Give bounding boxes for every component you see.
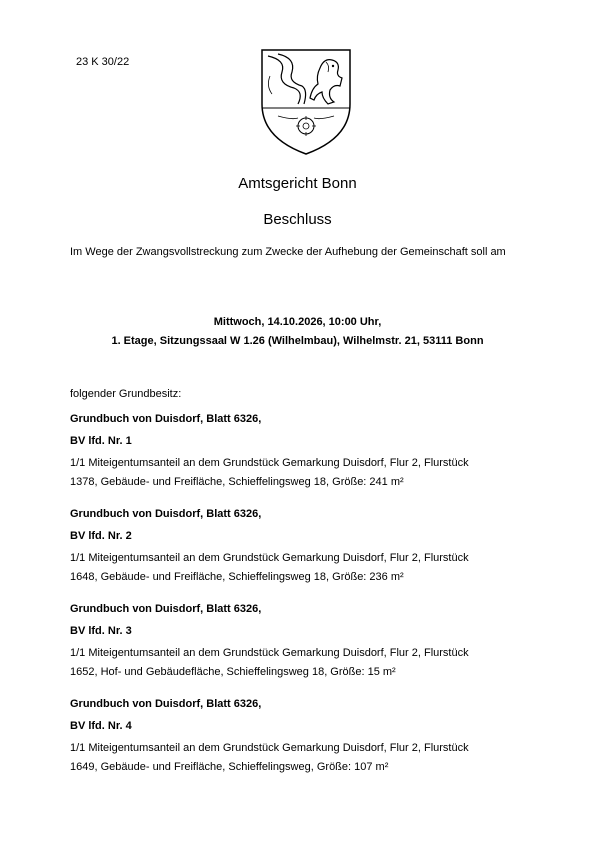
entry-description-line: 1652, Hof- und Gebäudefläche, Schieffelingsweg 18, Größe: 15 m²: [70, 666, 396, 678]
property-lead-text: folgender Grundbesitz:: [70, 388, 182, 400]
entry-description-line: 1/1 Miteigentumsanteil an dem Grundstück Gemarkung Duisdorf, Flur 2, Flurstück: [70, 552, 469, 564]
register-line: Grundbuch von Duisdorf, Blatt 6326,: [70, 698, 262, 710]
entry-number: BV lfd. Nr. 2: [70, 530, 132, 542]
document-title: Beschluss: [263, 211, 332, 228]
entry-description-line: 1/1 Miteigentumsanteil an dem Grundstück Gemarkung Duisdorf, Flur 2, Flurstück: [70, 457, 469, 469]
property-entry: [70, 695, 540, 777]
register-line: Grundbuch von Duisdorf, Blatt 6326,: [70, 413, 262, 425]
register-line: Grundbuch von Duisdorf, Blatt 6326,: [70, 508, 262, 520]
entry-description-line: 1649, Gebäude- und Freifläche, Schieffelingsweg, Größe: 107 m²: [70, 761, 389, 773]
property-entry: [70, 505, 540, 587]
register-line: Grundbuch von Duisdorf, Blatt 6326,: [70, 603, 262, 615]
hearing-location: 1. Etage, Sitzungssaal W 1.26 (Wilhelmbau), Wilhelmstr. 21, 53111 Bonn: [111, 335, 484, 347]
nrw-coat-of-arms-icon: [258, 46, 354, 158]
entry-number: BV lfd. Nr. 4: [70, 720, 132, 732]
case-reference: 23 K 30/22: [76, 56, 130, 68]
property-entry: [70, 410, 540, 492]
entry-description-line: 1/1 Miteigentumsanteil an dem Grundstück Gemarkung Duisdorf, Flur 2, Flurstück: [70, 742, 469, 754]
entry-description-line: 1378, Gebäude- und Freifläche, Schieffelingsweg 18, Größe: 241 m²: [70, 476, 404, 488]
entry-description-line: 1648, Gebäude- und Freifläche, Schieffelingsweg 18, Größe: 236 m²: [70, 571, 404, 583]
entry-number: BV lfd. Nr. 3: [70, 625, 132, 637]
intro-text: Im Wege der Zwangsvollstreckung zum Zwecke der Aufhebung der Gemeinschaft soll am: [70, 246, 506, 258]
court-name: Amtsgericht Bonn: [238, 175, 357, 192]
hearing-date: Mittwoch, 14.10.2026, 10:00 Uhr,: [213, 316, 382, 328]
entry-description-line: 1/1 Miteigentumsanteil an dem Grundstück Gemarkung Duisdorf, Flur 2, Flurstück: [70, 647, 469, 659]
property-entry: [70, 600, 540, 682]
entry-number: BV lfd. Nr. 1: [70, 435, 132, 447]
